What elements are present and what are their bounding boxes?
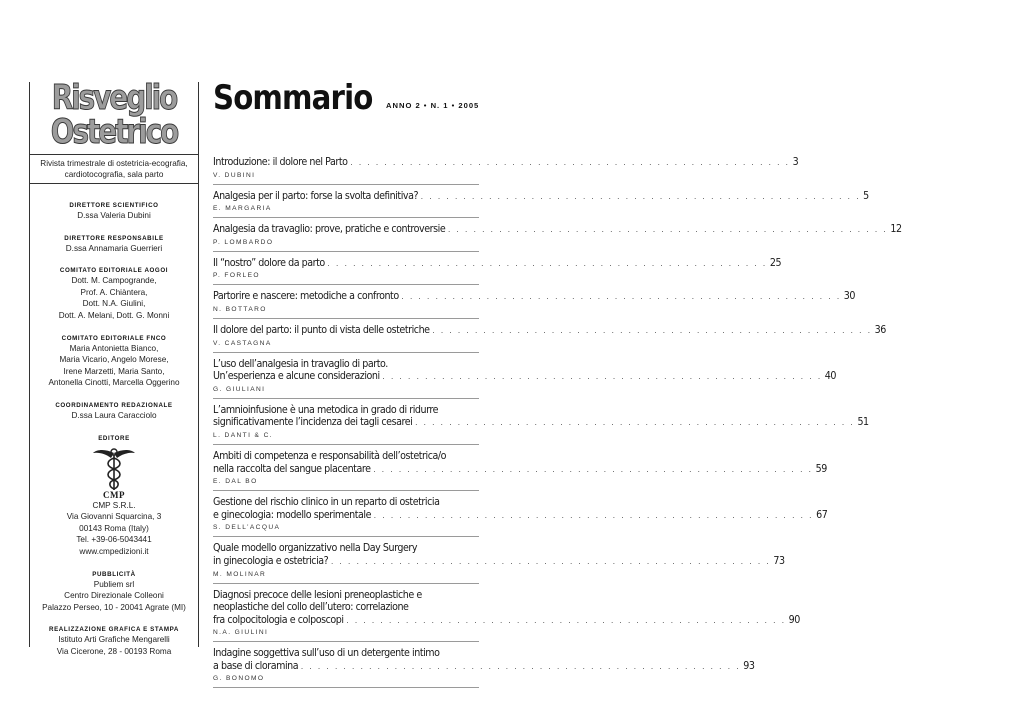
staff-block — [30, 570, 198, 614]
page-title: Sommario — [213, 78, 373, 118]
entry-title — [213, 323, 886, 338]
staff-names — [30, 210, 198, 222]
entry-title-line — [213, 256, 782, 271]
editor-role: EDITORE — [98, 434, 130, 442]
editor-line: CMP S.R.L. — [92, 500, 136, 510]
page-number: 30 — [843, 290, 856, 303]
entry-author: P. FORLEO — [213, 272, 260, 280]
staff-name: Centro Direzionale Colleoni — [64, 591, 164, 601]
dot-leader: . . . . . . . . . . . . . . . . . . . . . . . . . . . . . . . . . . . . . . . . . . . . . . . . . . . . — [300, 661, 741, 671]
entry-title-line: L’uso dell’analgesia in travaglio di parto. — [213, 357, 388, 370]
page-number: 3 — [792, 156, 799, 168]
page-number: 59 — [815, 462, 827, 475]
journal-logo — [30, 78, 198, 154]
caduceus-icon — [91, 447, 137, 491]
staff-list — [30, 201, 198, 422]
entry-title-line: L’amnioinfusione è una metodica in grado di ridurre — [213, 403, 439, 416]
staff-names — [30, 243, 198, 255]
staff-block — [30, 625, 198, 657]
entry-title-line — [213, 189, 869, 204]
staff-name: Antonella Cinotti, Marcella Oggerino — [48, 378, 180, 388]
staff-name: Palazzo Perseo, 10 - 20041 Agrate (MI) — [42, 602, 186, 612]
entry-title — [213, 496, 828, 522]
staff-names — [30, 410, 198, 422]
dot-leader: . . . . . . . . . . . . . . . . . . . . . . . . . . . . . . . . . . . . . . . . . . . . . . . . . . . . — [330, 556, 771, 566]
dot-leader: . . . . . . . . . . . . . . . . . . . . . . . . . . . . . . . . . . . . . . . . . . . . . . . . . . . . — [373, 464, 813, 474]
page-number: 73 — [773, 554, 785, 567]
entry-title — [213, 189, 869, 204]
entry-title-text: e ginecologia: modello sperimentale — [213, 508, 372, 521]
production-list — [30, 570, 198, 658]
entry-title — [213, 290, 856, 304]
entry-author: S. DELL’ACQUA — [213, 524, 281, 532]
entry-author: N. BOTTARO — [213, 305, 267, 313]
staff-name: Dott. N.A. Giulini, — [82, 299, 146, 309]
entry-title-line — [213, 156, 799, 170]
staff-names — [30, 343, 198, 389]
staff-name: D.ssa Valeria Dubini — [77, 211, 151, 220]
dot-leader: . . . . . . . . . . . . . . . . . . . . . . . . . . . . . . . . . . . . . . . . . . . . . . . . . . . . — [382, 372, 823, 382]
staff-role: REALIZZAZIONE GRAFICA E STAMPA — [49, 626, 179, 634]
toc-entry — [213, 290, 856, 319]
dot-leader: . . . . . . . . . . . . . . . . . . . . . . . . . . . . . . . . . . . . . . . . . . . . . . . . . . . . — [415, 418, 855, 428]
entry-title — [213, 403, 869, 430]
entry-title — [213, 223, 902, 237]
entry-title-text: Introduzione: il dolore nel Parto — [213, 156, 348, 168]
publisher-logo-word: CMP — [103, 489, 125, 500]
toc-entry — [213, 156, 799, 185]
entry-title-text: Il “nostro” dolore da parto — [213, 256, 325, 269]
entry-title-line — [213, 223, 902, 237]
toc-entry — [213, 588, 800, 643]
staff-name: Maria Vicario, Angelo Morese, — [59, 355, 169, 365]
staff-role: COMITATO EDITORIALE FNCO — [61, 334, 167, 342]
entry-title — [213, 449, 827, 476]
page-number: 12 — [890, 223, 902, 236]
staff-block — [30, 234, 198, 255]
staff-name: Irene Marzetti, Maria Santo, — [63, 366, 165, 376]
dot-leader: . . . . . . . . . . . . . . . . . . . . . . . . . . . . . . . . . . . . . . . . . . . . . . . . . . . . — [420, 191, 861, 201]
logo-word-1: Risveglio — [51, 78, 177, 118]
staff-name: D.ssa Laura Caracciolo — [71, 410, 157, 420]
staff-role: PUBBLICITÀ — [92, 570, 136, 578]
staff-name: Istituto Arti Grafiche Mengarelli — [58, 635, 170, 645]
staff-role: DIRETTORE RESPONSABILE — [64, 234, 164, 242]
toc-entry — [213, 223, 902, 252]
table-of-contents — [213, 156, 902, 693]
dot-leader: . . . . . . . . . . . . . . . . . . . . . . . . . . . . . . . . . . . . . . . . . . . . . . . . . . . . — [350, 158, 790, 167]
entry-title-text: Un’esperienza e alcune considerazioni — [213, 370, 380, 383]
staff-role: COMITATO EDITORIALE AOGOI — [59, 267, 169, 275]
dot-leader: . . . . . . . . . . . . . . . . . . . . . . . . . . . . . . . . . . . . . . . . . . . . . . . . . . . . — [327, 258, 768, 268]
staff-name: Dott. A. Melani, Dott. G. Monni — [58, 310, 170, 320]
tagline-line: Rivista trimestrale di ostetricia-ecografia, — [40, 159, 188, 168]
toc-entry — [213, 357, 837, 399]
staff-name: D.ssa Annamaria Guerrieri — [65, 243, 163, 253]
page-number: 36 — [874, 323, 886, 336]
entry-author: M. MOLINAR — [213, 570, 267, 578]
logo-word-2: Ostetrico — [50, 112, 178, 152]
entry-title-line — [213, 659, 755, 674]
entry-title-text: in ginecologia e ostetricia? — [213, 554, 329, 567]
editor-details — [30, 500, 198, 558]
staff-name: Dott. M. Campogrande, — [71, 276, 157, 286]
staff-name: Via Cicerone, 28 - 00193 Roma — [56, 646, 172, 656]
entry-author: G. GIULIANI — [213, 385, 266, 393]
entry-author: V. DUBINI — [213, 171, 256, 179]
toc-entry — [213, 403, 869, 445]
page-number: 25 — [769, 256, 782, 269]
entry-title-text: fra colpocitologia e colposcopi — [213, 613, 344, 626]
toc-entry — [213, 256, 782, 286]
entry-title-line — [213, 462, 827, 477]
entry-title-line: Quale modello organizzativo nella Day Surgery — [213, 542, 418, 555]
entry-author: E. DAL BO — [213, 478, 258, 486]
editor-line: Via Giovanni Squarcina, 3 — [66, 512, 162, 522]
staff-name: Prof. A. Chiàntera, — [80, 287, 148, 297]
staff-role: DIRETTORE SCIENTIFICO — [69, 202, 159, 209]
entry-title — [213, 256, 782, 271]
staff-names — [30, 275, 198, 321]
staff-block — [30, 266, 198, 321]
entry-title-text: a base di cloramina — [213, 659, 299, 672]
staff-name: Publiem srl — [93, 579, 135, 589]
editor-block — [30, 434, 198, 558]
entry-title-line: Ambiti di competenza e responsabilità dell’ostetrica/o — [213, 449, 447, 462]
page-number: 51 — [857, 416, 869, 429]
entry-author: L. DANTI & C. — [213, 431, 273, 439]
entry-title-line: Gestione del rischio clinico in un reparto di ostetricia — [213, 496, 440, 509]
entry-author: V. CASTAGNA — [213, 339, 272, 347]
dot-leader: . . . . . . . . . . . . . . . . . . . . . . . . . . . . . . . . . . . . . . . . . . . . . . . . . . . . — [373, 510, 814, 520]
staff-block — [30, 201, 198, 222]
entry-title-line — [213, 613, 800, 628]
entry-title-line — [213, 323, 886, 338]
editor-line: www.cmpedizioni.it — [79, 546, 149, 556]
tagline-line: cardiotocografia, sala parto — [64, 170, 164, 179]
entry-title-line — [213, 290, 856, 304]
dot-leader: . . . . . . . . . . . . . . . . . . . . . . . . . . . . . . . . . . . . . . . . . . . . . . . . . . . . — [432, 325, 872, 335]
entry-title-text: Analgesia da travaglio: prove, pratiche e controversie — [213, 223, 446, 236]
entry-title-text: nella raccolta del sangue placentare — [213, 462, 371, 475]
entry-author: E. MARGARIA — [213, 205, 272, 213]
entry-title-text: Analgesia per il parto: forse la svolta definitiva? — [213, 189, 419, 202]
issue-label: ANNO 2 • N. 1 • 2005 — [386, 101, 480, 110]
page-number: 5 — [863, 189, 869, 202]
dot-leader: . . . . . . . . . . . . . . . . . . . . . . . . . . . . . . . . . . . . . . . . . . . . . . . . . . . . — [401, 292, 842, 302]
toc-entry — [213, 542, 785, 583]
dot-leader: . . . . . . . . . . . . . . . . . . . . . . . . . . . . . . . . . . . . . . . . . . . . . . . . . . . . — [346, 615, 786, 625]
entry-title-line — [213, 508, 828, 523]
editor-line: Tel. +39-06-5043441 — [76, 535, 152, 545]
page-number: 93 — [743, 659, 755, 672]
dot-leader: . . . . . . . . . . . . . . . . . . . . . . . . . . . . . . . . . . . . . . . . . . . . . . . . . . . . — [447, 225, 888, 235]
page-number: 90 — [788, 613, 800, 626]
staff-block — [30, 334, 198, 389]
entry-author: P. LOMBARDO — [213, 238, 274, 246]
entry-title — [213, 156, 799, 170]
entry-title-text: Il dolore del parto: il punto di vista delle ostetriche — [213, 323, 430, 336]
masthead-column — [29, 78, 199, 656]
staff-role: COORDINAMENTO REDAZIONALE — [55, 401, 173, 409]
editor-line: 00143 Roma (Italy) — [79, 523, 149, 533]
entry-title-text: Partorire e nascere: metodiche a confronto — [213, 290, 399, 303]
entry-author: G. BONOMO — [213, 675, 265, 683]
entry-title-text: significativamente l’incidenza dei tagli cesarei — [213, 416, 413, 429]
entry-title-line: neoplastiche del collo dell’utero: correlazione — [213, 601, 409, 614]
entry-title-line — [213, 554, 785, 569]
staff-block — [30, 401, 198, 422]
entry-title-line — [213, 416, 869, 430]
entry-title — [213, 542, 785, 568]
page-number: 67 — [816, 508, 828, 521]
toc-entry — [213, 323, 886, 353]
staff-names — [30, 579, 198, 614]
entry-title-line — [213, 370, 837, 384]
toc-entry — [213, 647, 755, 688]
staff-names — [30, 634, 198, 657]
entry-title — [213, 588, 800, 628]
toc-entry — [213, 189, 869, 219]
entry-title-line: Diagnosi precoce delle lesioni preneoplastiche e — [213, 588, 422, 601]
entry-title-line: Indagine soggettiva sull’uso di un detergente intimo — [213, 647, 440, 660]
entry-title — [213, 357, 837, 384]
entry-author: N.A. GIULINI — [213, 629, 269, 637]
entry-title — [213, 647, 755, 673]
page-number: 40 — [824, 370, 837, 383]
toc-entry — [213, 496, 828, 537]
staff-name: Maria Antonietta Bianco, — [69, 343, 159, 353]
journal-tagline — [30, 154, 198, 184]
toc-entry — [213, 449, 827, 491]
